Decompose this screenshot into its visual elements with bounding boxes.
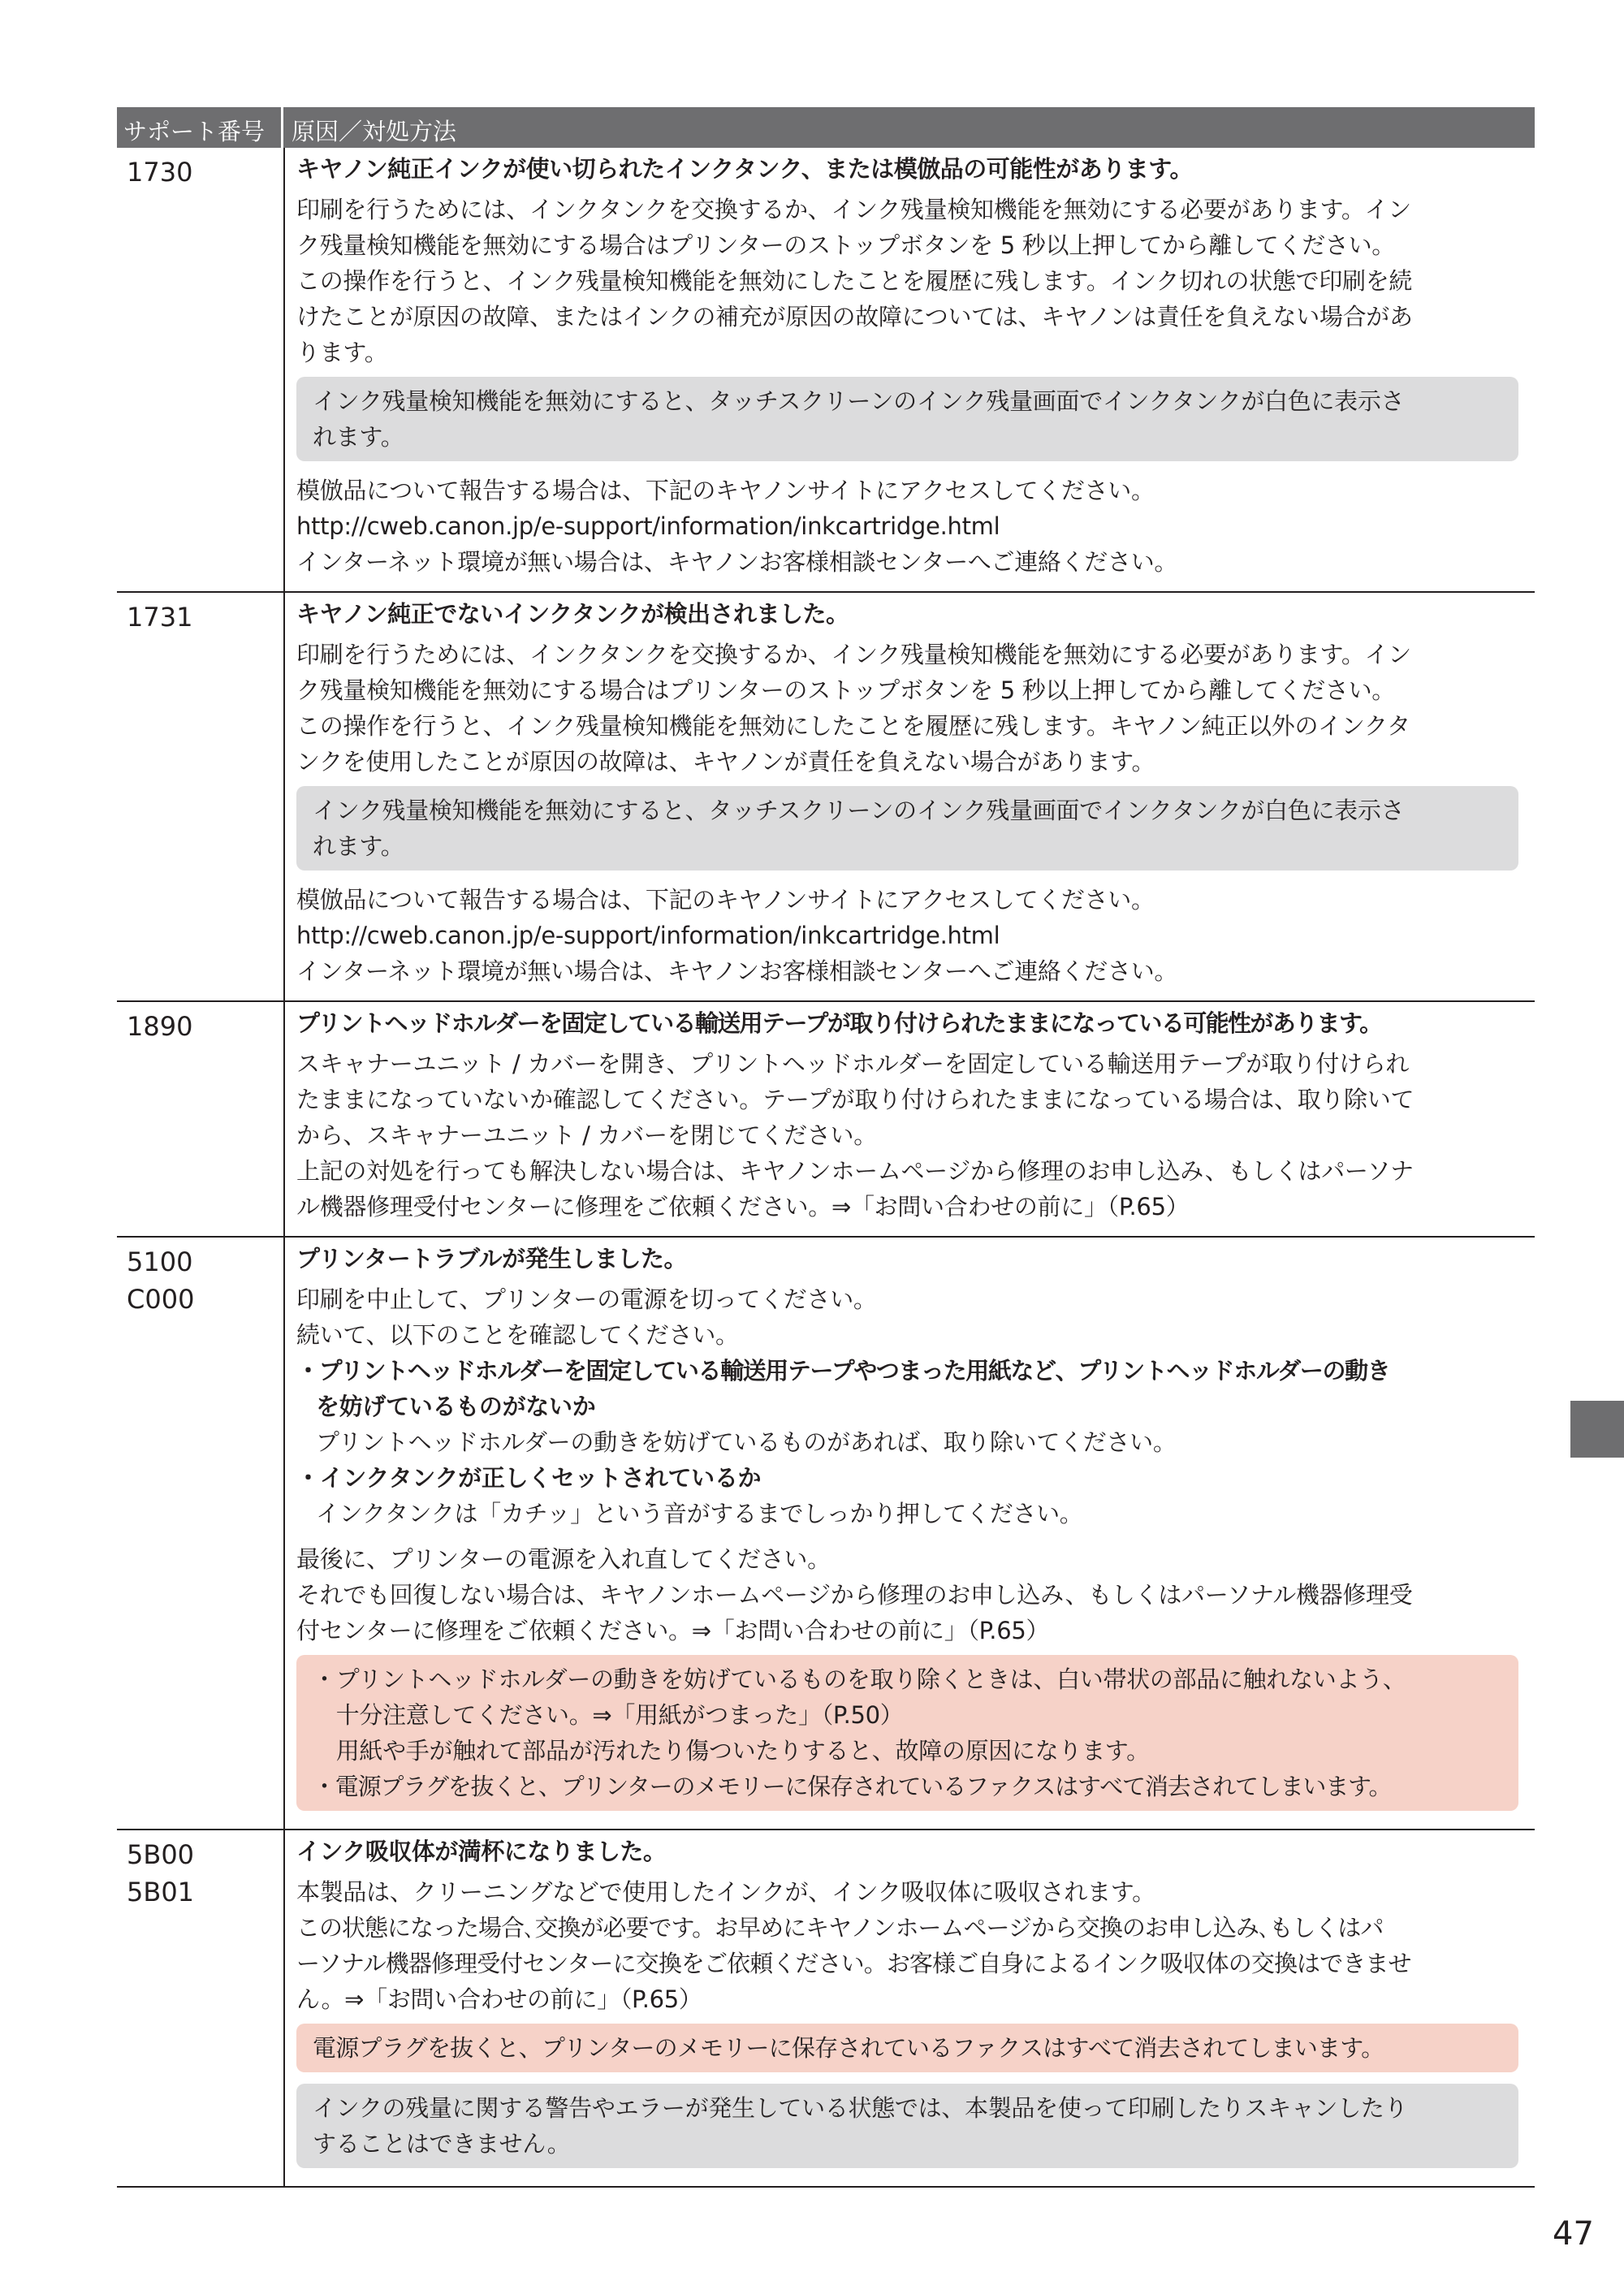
table-row-1730 — [117, 148, 1535, 593]
row-body — [285, 1238, 1535, 1829]
url-text: http://cweb.canon.jp/e-support/information/inkcartridge.html — [296, 512, 1000, 540]
row-title: インク吸収体が満杯になりました。 — [296, 1838, 667, 1865]
text-line: インク残量検知機能を無効にすると、タッチスクリーンのインク残量画面でインクタンクが白色に表示さ — [313, 797, 1405, 824]
text-line: けたことが原因の故障、またはインクの補充が原因の故障については、キヤノンは責任を負えない場合があ — [296, 303, 1413, 330]
text-line: ンクを使用したことが原因の故障は、キヤノンが責任を負えない場合があります。 — [296, 748, 1155, 775]
text-line: 本製品は、クリーニングなどで使用したインクが、インク吸収体に吸収されます。 — [296, 1878, 1155, 1906]
support-code — [117, 1238, 285, 1829]
row-body — [285, 593, 1535, 1000]
row-body — [285, 1002, 1535, 1236]
support-code — [117, 1002, 285, 1236]
text-line: 模倣品について報告する場合は、下記のキヤノンサイトにアクセスしてください。 — [296, 477, 1155, 504]
text-line: ーソナル機器修理受付センターに交換をご依頼ください。お客様ご自身によるインク吸収体の交換はできませ — [296, 1950, 1411, 1977]
text-line: インク残量検知機能を無効にすると、タッチスクリーンのインク残量画面でインクタンクが白色に表示さ — [313, 387, 1405, 415]
text-line: それでも回復しない場合は、キヤノンホームページから修理のお申し込み、もしくはパーソナル機器修理受 — [296, 1581, 1413, 1609]
paragraph — [296, 192, 1518, 370]
table-header — [117, 107, 1535, 148]
row-body — [285, 1830, 1535, 2186]
support-code — [117, 593, 285, 1000]
page-number: 47 — [1553, 2215, 1594, 2253]
text-line: 最後に、プリンターの電源を入れ直してください。 — [296, 1545, 831, 1573]
table-row-1890 — [117, 1002, 1535, 1238]
text-line: れます。 — [313, 423, 404, 451]
text-line: インターネット環境が無い場合は、キヤノンお客様相談センターへご連絡ください。 — [296, 957, 1178, 985]
code-value: 5B00 — [127, 1839, 195, 1870]
text-line: 続いて、以下のことを確認してください。 — [296, 1321, 739, 1349]
text-line: 印刷を行うためには、インクタンクを交換するか、インク残量検知機能を無効にする必要があります。イン — [296, 641, 1411, 668]
support-code — [117, 148, 285, 591]
row-title: プリンタートラブルが発生しました。 — [296, 1245, 688, 1272]
text-line: れます。 — [313, 832, 404, 860]
paragraph — [296, 473, 1518, 580]
url-text: http://cweb.canon.jp/e-support/information/inkcartridge.html — [296, 922, 1000, 949]
check-item: ・インクタンクが正しくセットされているか — [296, 1464, 762, 1492]
info-note — [296, 786, 1518, 871]
paragraph — [296, 637, 1518, 780]
text-line: この操作を行うと、インク残量検知機能を無効にしたことを履歴に残します。キヤノン純正以外のインクタ — [296, 712, 1410, 740]
header-support-number: サポート番号 — [117, 107, 283, 148]
text-line: 十分注意してください。⇒「用紙がつまった」（P.50） — [313, 1701, 904, 1729]
info-note — [296, 377, 1518, 461]
row-title: キヤノン純正インクが使い切られたインクタンク、または模倣品の可能性があります。 — [296, 155, 1193, 183]
row-title: プリントヘッドホルダーを固定している輸送用テープが取り付けられたままになっている可能性があります。 — [296, 1009, 1382, 1037]
info-note — [296, 2084, 1518, 2168]
text-line: 模倣品について報告する場合は、下記のキヤノンサイトにアクセスしてください。 — [296, 886, 1155, 914]
header-cause-solution: 原因／対処方法 — [292, 118, 457, 145]
table-row-5100 — [117, 1238, 1535, 1830]
text-line: スキャナーユニット / カバーを開き、プリントヘッドホルダーを固定している輸送用テープが取り付けられ — [296, 1050, 1410, 1078]
table-row-1731 — [117, 593, 1535, 1002]
paragraph — [296, 1541, 1518, 1648]
table-row-5b00 — [117, 1830, 1535, 2188]
paragraph — [296, 882, 1518, 989]
row-title: キヤノン純正でないインクタンクが検出されました。 — [296, 600, 849, 628]
check-detail: インクタンクは「カチッ」という音がするまでしっかり押してください。 — [316, 1500, 1083, 1527]
paragraph — [296, 1874, 1518, 2017]
check-detail: プリントヘッドホルダーの動きを妨げているものがあれば、取り除いてください。 — [316, 1428, 1177, 1456]
text-line: インクの残量に関する警告やエラーが発生している状態では、本製品を使って印刷したりスキャンしたり — [313, 2094, 1408, 2122]
text-line: ・プリントヘッドホルダーの動きを妨げているものを取り除くときは、白い帯状の部品に触れないよう、 — [313, 1665, 1406, 1693]
check-item: を妨げているものがないか — [316, 1393, 596, 1420]
chapter-tab-marker — [1570, 1401, 1624, 1458]
text-line: 印刷を中止して、プリンターの電源を切ってください。 — [296, 1285, 877, 1313]
row-body — [285, 148, 1535, 591]
text-line: することはできません。 — [313, 2130, 571, 2158]
text-line: たままになっていないか確認してください。テープが取り付けられたままになっている場合は、取り除いて — [296, 1086, 1415, 1113]
text-line: から、スキャナーユニット / カバーを閉じてください。 — [296, 1121, 877, 1149]
paragraph — [296, 1281, 1518, 1531]
text-line: 電源プラグを抜くと、プリンターのメモリーに保存されているファクスはすべて消去されてしまいます。 — [313, 2034, 1384, 2062]
code-value: 1890 — [127, 1011, 193, 1042]
text-line: ります。 — [296, 339, 388, 366]
text-line: 用紙や手が触れて部品が汚れたり傷ついたりすると、故障の原因になります。 — [313, 1737, 1150, 1765]
paragraph — [296, 1046, 1518, 1225]
check-item: ・プリントヘッドホルダーを固定している輸送用テープやつまった用紙など、プリントヘッドホルダーの動き — [296, 1357, 1390, 1385]
code-value: 1730 — [127, 157, 193, 188]
code-value: 5B01 — [127, 1877, 195, 1907]
warning-note — [296, 2024, 1518, 2072]
text-line: この操作を行うと、インク残量検知機能を無効にしたことを履歴に残します。インク切れの状態で印刷を続 — [296, 267, 1413, 295]
text-line: インターネット環境が無い場合は、キヤノンお客様相談センターへご連絡ください。 — [296, 548, 1178, 576]
support-code — [117, 1830, 285, 2186]
text-line: ル機器修理受付センターに修理をご依頼ください。⇒「お問い合わせの前に」（P.65） — [296, 1193, 1190, 1220]
text-line: ク残量検知機能を無効にする場合はプリンターのストップボタンを 5 秒以上押してから離してください。 — [296, 231, 1395, 259]
text-line: ん。⇒「お問い合わせの前に」（P.65） — [296, 1985, 702, 2013]
text-line: 上記の対処を行っても解決しない場合は、キヤノンホームページから修理のお申し込み、もしくはパーソナ — [296, 1157, 1414, 1185]
text-line: 付センターに修理をご依頼ください。⇒「お問い合わせの前に」（P.65） — [296, 1617, 1050, 1644]
text-line: ・電源プラグを抜くと、プリンターのメモリーに保存されているファクスはすべて消去されてしまいます。 — [313, 1773, 1392, 1800]
text-line: 印刷を行うためには、インクタンクを交換するか、インク残量検知機能を無効にする必要があります。イン — [296, 196, 1411, 223]
code-value: 1731 — [127, 602, 193, 633]
code-value: C000 — [127, 1284, 195, 1315]
warning-note — [296, 1655, 1518, 1811]
error-code-table — [117, 107, 1535, 2188]
text-line: ク残量検知機能を無効にする場合はプリンターのストップボタンを 5 秒以上押してから離してください。 — [296, 676, 1395, 704]
text-line: この状態になった場合､交換が必要です。お早めにキヤノンホームページから交換のお申し込み､もしくはパ — [296, 1914, 1384, 1942]
code-value: 5100 — [127, 1246, 193, 1277]
